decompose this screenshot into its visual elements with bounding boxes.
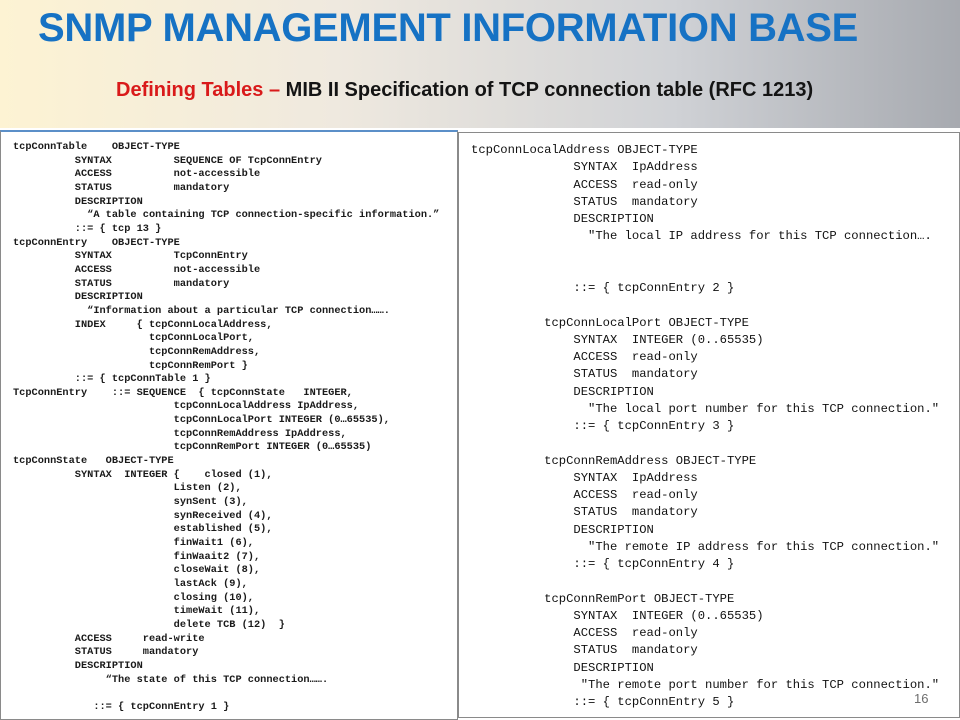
- tcp-conn-entry-objects-panel: [458, 132, 960, 718]
- slide-title: SNMP MANAGEMENT INFORMATION BASE: [38, 6, 859, 50]
- subtitle-text: MIB II Specification of TCP connection table (RFC 1213): [285, 79, 814, 101]
- slide-header: [0, 0, 960, 128]
- tcp-conn-table-spec-panel: [0, 130, 458, 720]
- slide-subtitle: [116, 79, 813, 102]
- tcp-conn-entry-objects-code: tcpConnLocalAddress OBJECT-TYPE SYNTAX IpAddress ACCESS read-only STATUS mandatory DESCRIPTION "The local IP address for this TCP connection…. ::= { tcpConnEntry 2 } tcpConnLocalPort OBJECT-TYPE SYNTAX INTEGER (0..65535) ACCESS read-only STATUS mandatory DESCRIPTION "The local port number for this TCP connection." ::= { tcpConnEntry 3 } tcpConnRemAddress OBJECT-TYPE SYNTAX IpAddress ACCESS read-only STATUS mandatory DESCRIPTION "The remote IP address for this TCP connection." ::= { tcpConnEntry 4 } tcpConnRemPort OBJECT-TYPE SYNTAX INTEGER (0..65535) ACCESS read-only STATUS mandatory DESCRIPTION "The remote port number for this TCP connection." ::= { tcpConnEntry 5 }: [471, 143, 940, 709]
- tcp-conn-table-code: tcpConnTable OBJECT-TYPE SYNTAX SEQUENCE OF TcpConnEntry ACCESS not-accessible STATUS mandatory DESCRIPTION “A table containing TCP connection-specific information.” ::= { tcp 13 } tcpConnEntry OBJECT-TYPE SYNTAX TcpConnEntry ACCESS not-accessible STATUS mandatory DESCRIPTION “Information about a particular TCP connection……. INDEX { tcpConnLocalAddress, tcpConnLocalPort, tcpConnRemAddress, tcpConnRemPort } ::= { tcpConnTable 1 } TcpConnEntry ::= SEQUENCE { tcpConnState INTEGER, tcpConnLocalAddress IpAddress, tcpConnLocalPort INTEGER (0…65535), tcpConnRemAddress IpAddress, tcpConnRemPort INTEGER (0…65535) tcpConnState OBJECT-TYPE SYNTAX INTEGER { closed (1), Listen (2), synSent (3), synReceived (4), established (5), finWait1 (6), finWaait2 (7), closeWait (8), lastAck (9), closing (10), timeWait (11), delete TCB (12) } ACCESS read-write STATUS mandatory DESCRIPTION “The state of this TCP connection……. ::= { tcpConnEntry 1 }: [13, 141, 440, 713]
- page-number: 16: [914, 691, 929, 706]
- subtitle-accent: Defining Tables –: [116, 79, 286, 101]
